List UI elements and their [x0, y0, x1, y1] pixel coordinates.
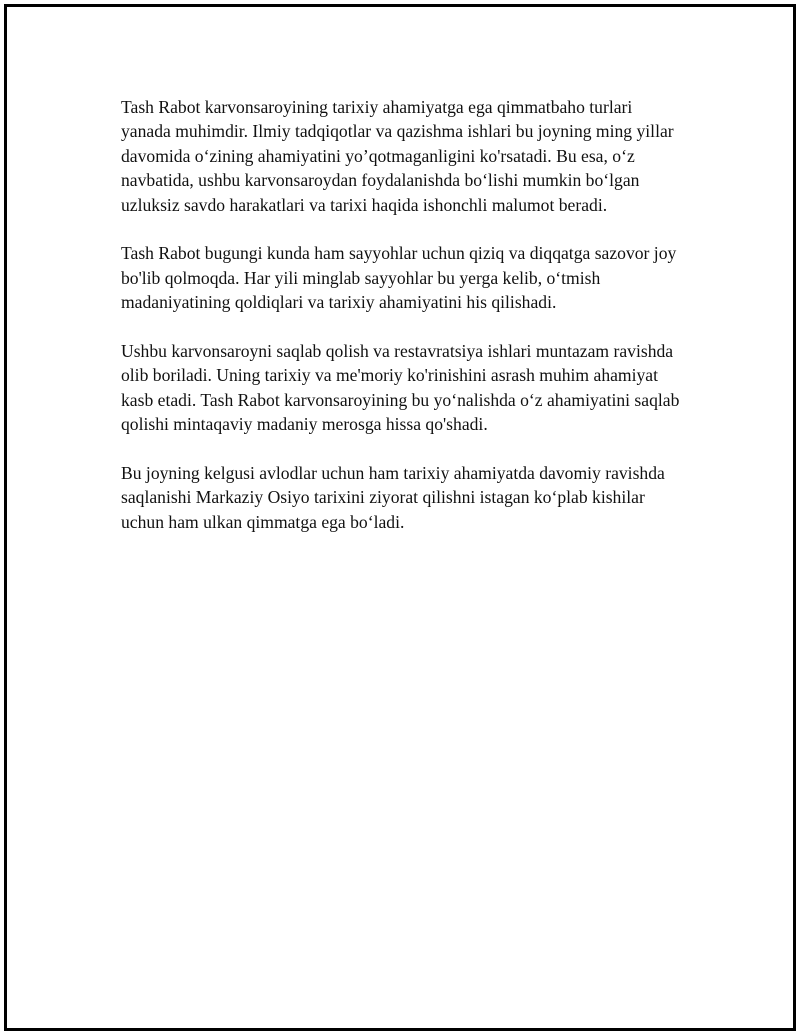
paragraph-4: Bu joyning kelgusi avlodlar uchun ham tarixiy ahamiyatda davomiy ravishda saqlanishi Markaziy Osiyo tarixini ziyorat qilishni istagan ko‘plab kishilar uchun ham ulkan qimmatga ega bo‘ladi.	[121, 463, 665, 532]
paragraph-2: Tash Rabot bugungi kunda ham sayyohlar uchun qiziq va diqqatga sazovor joy bo'lib qolmoqda. Har yili minglab sayyohlar bu yerga kelib, o‘tmish madaniyatining qoldiqlari va tarixiy ahamiyatini his qilishadi.	[121, 243, 677, 313]
document-page	[4, 4, 796, 1031]
paragraph-1: Tash Rabot karvonsaroyining tarixiy ahamiyatga ega qimmatbaho turlari yanada muhimdir. Ilmiy tadqiqotlar va qazishma ishlari bu joyning ming yillar davomida o‘zining ahamiyatini yo’qotmaganligini ko'rsatadi. Bu esa, o‘z navbatida, ushbu karvonsaroydan foydalanishda bo‘lishi mumkin bo‘lgan uzluksiz savdo harakatlari va tarixi haqida ishonchli malumot beradi.	[121, 97, 674, 215]
document-body	[121, 95, 686, 559]
paragraph-3: Ushbu karvonsaroyni saqlab qolish va restavratsiya ishlari muntazam ravishda olib boriladi. Uning tarixiy va me'moriy ko'rinishini asrash muhim ahamiyat kasb etadi. Tash Rabot karvonsaroyining bu yo‘nalishda o‘z ahamiyatini saqlab qolishi mintaqaviy madaniy merosga hissa qo'shadi.	[121, 341, 680, 435]
